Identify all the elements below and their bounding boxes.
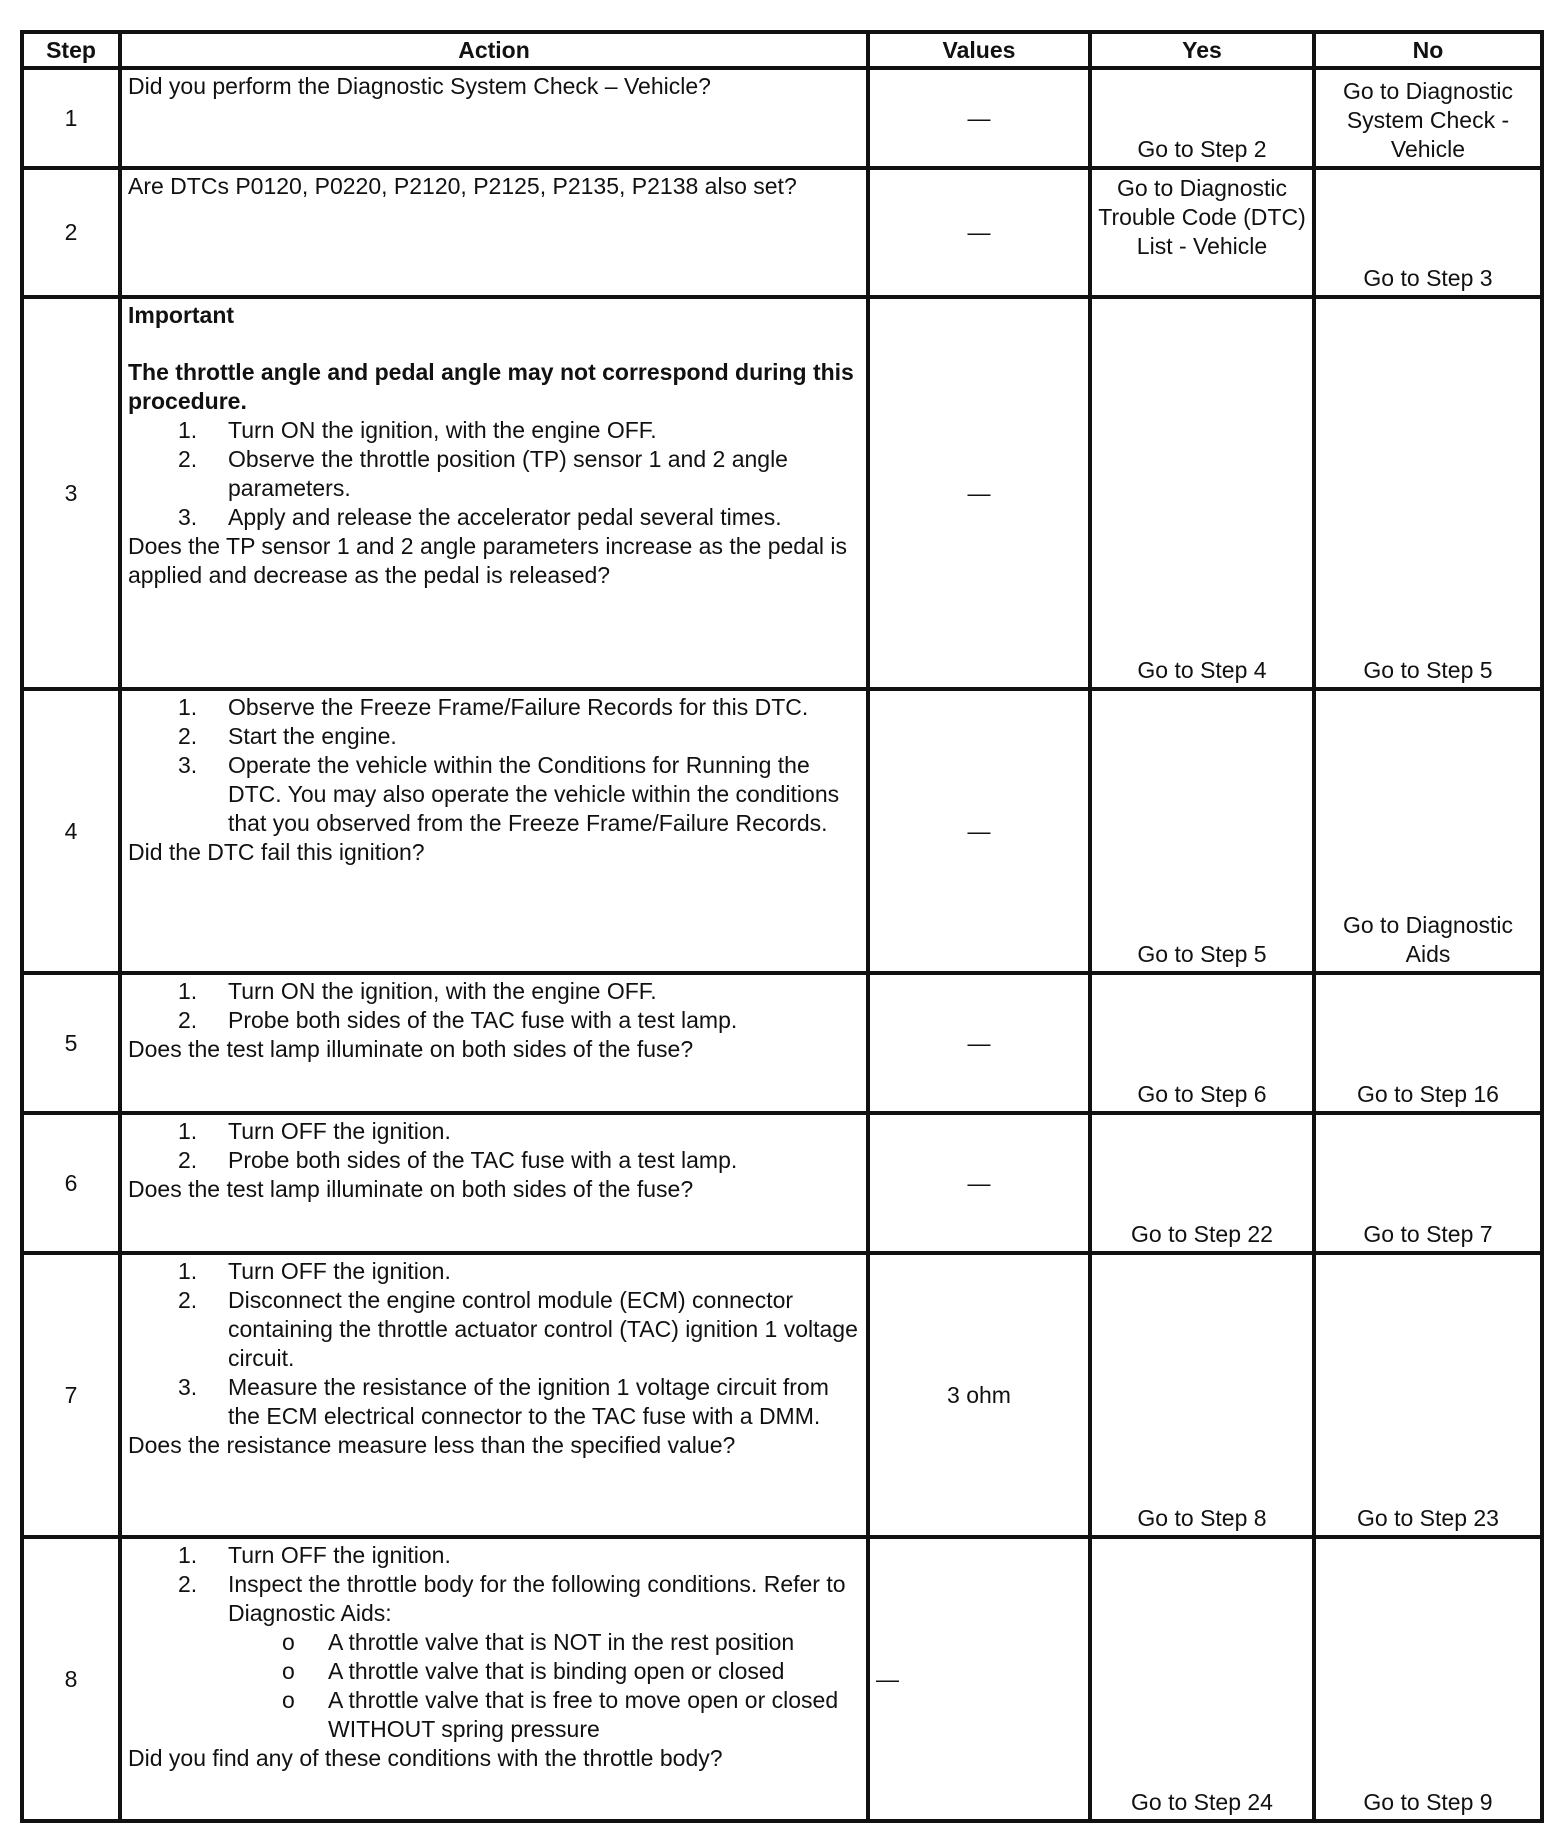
step-number: 7 xyxy=(22,1253,120,1537)
action-question: Did the DTC fail this ignition? xyxy=(128,839,425,865)
yes-link[interactable]: Go to Step 22 xyxy=(1090,1113,1314,1253)
action-cell xyxy=(120,168,868,297)
diagnostic-table xyxy=(20,30,1544,1823)
item-number: 1. xyxy=(178,694,198,720)
action-question: Did you perform the Diagnostic System Check – Vehicle? xyxy=(128,73,711,99)
bullet-icon: o xyxy=(282,1629,295,1655)
no-link[interactable]: Go to Step 5 xyxy=(1314,297,1542,689)
header-values: Values xyxy=(868,32,1090,68)
no-link[interactable]: Go to Step 16 xyxy=(1314,973,1542,1113)
table-row xyxy=(22,689,1542,973)
instruction-list xyxy=(128,693,860,838)
no-link[interactable]: Go to Step 9 xyxy=(1314,1537,1542,1821)
no-link[interactable]: Go to Step 23 xyxy=(1314,1253,1542,1537)
action-question: Does the TP sensor 1 and 2 angle parameters increase as the pedal is applied and decrease as the pedal is released? xyxy=(128,533,847,588)
instruction-item: 3. Operate the vehicle within the Conditions for Running the DTC. You may also operate the vehicle within the conditions that you observed from the Freeze Frame/Failure Records. xyxy=(178,752,840,836)
yes-link[interactable]: Go to Step 24 xyxy=(1090,1537,1314,1821)
step-number: 8 xyxy=(22,1537,120,1821)
item-number: 1. xyxy=(178,1258,198,1284)
item-number: 1. xyxy=(178,1118,198,1144)
header-step: Step xyxy=(22,32,120,68)
table-row xyxy=(22,1537,1542,1821)
value-cell: — xyxy=(868,168,1090,297)
instruction-item: 2. Disconnect the engine control module (ECM) connector containing the throttle actuator control (TAC) ignition 1 voltage circuit. xyxy=(178,1287,858,1371)
action-cell xyxy=(120,68,868,168)
yes-link[interactable]: Go to Step 2 xyxy=(1090,68,1314,168)
step-number: 3 xyxy=(22,297,120,689)
action-cell xyxy=(120,1537,868,1821)
action-cell xyxy=(120,1113,868,1253)
header-row xyxy=(22,32,1542,68)
item-number: 3. xyxy=(178,752,198,778)
yes-link[interactable]: Go to Step 8 xyxy=(1090,1253,1314,1537)
instruction-item: 1. Turn ON the ignition, with the engine OFF. xyxy=(178,417,657,443)
step-number: 6 xyxy=(22,1113,120,1253)
no-link[interactable]: Go to Diagnostic Aids xyxy=(1314,689,1542,973)
step-number: 2 xyxy=(22,168,120,297)
action-question: Are DTCs P0120, P0220, P2120, P2125, P2135, P2138 also set? xyxy=(128,173,797,199)
instruction-list xyxy=(128,416,860,532)
item-number: 2. xyxy=(178,723,198,749)
instruction-item: 1. Turn OFF the ignition. xyxy=(178,1258,451,1284)
yes-link[interactable]: Go to Diagnostic Trouble Code (DTC) List - Vehicle xyxy=(1090,168,1314,297)
item-number: 2. xyxy=(178,1287,198,1313)
no-link[interactable]: Go to Step 7 xyxy=(1314,1113,1542,1253)
step-number: 5 xyxy=(22,973,120,1113)
instruction-item: 2. Probe both sides of the TAC fuse with a test lamp. xyxy=(178,1007,738,1033)
value-cell: — xyxy=(868,1537,1090,1821)
instruction-item: 3. Measure the resistance of the ignition 1 voltage circuit from the ECM electrical connector to the TAC fuse with a DMM. xyxy=(178,1374,829,1429)
value-cell: — xyxy=(868,1113,1090,1253)
action-cell xyxy=(120,973,868,1113)
instruction-list xyxy=(128,1117,860,1175)
instruction-list xyxy=(128,1541,860,1628)
instruction-item: 2. Observe the throttle position (TP) sensor 1 and 2 angle parameters. xyxy=(178,446,788,501)
step-number: 1 xyxy=(22,68,120,168)
item-number: 1. xyxy=(178,417,198,443)
item-number: 3. xyxy=(178,1374,198,1400)
value-cell: 3 ohm xyxy=(868,1253,1090,1537)
instruction-item: 1. Observe the Freeze Frame/Failure Records for this DTC. xyxy=(178,694,809,720)
item-number: 2. xyxy=(178,1571,198,1597)
instruction-item: 1. Turn ON the ignition, with the engine OFF. xyxy=(178,978,657,1004)
instruction-list xyxy=(128,977,860,1035)
instruction-item: 3. Apply and release the accelerator pedal several times. xyxy=(178,504,782,530)
item-number: 3. xyxy=(178,504,198,530)
table-row xyxy=(22,168,1542,297)
diagnostic-document xyxy=(20,30,1544,1823)
action-cell xyxy=(120,689,868,973)
action-question: Does the test lamp illuminate on both sides of the fuse? xyxy=(128,1176,694,1202)
table-row xyxy=(22,1253,1542,1537)
item-number: 1. xyxy=(178,978,198,1004)
action-question: Does the resistance measure less than the specified value? xyxy=(128,1432,736,1458)
important-heading: Important xyxy=(128,302,235,328)
instruction-item: 1. Turn OFF the ignition. xyxy=(178,1118,451,1144)
instruction-item: 1. Turn OFF the ignition. xyxy=(178,1542,451,1568)
instruction-item: 2. Probe both sides of the TAC fuse with a test lamp. xyxy=(178,1147,738,1173)
condition-item: o A throttle valve that is free to move open or closed WITHOUT spring pressure xyxy=(282,1687,839,1742)
table-row xyxy=(22,68,1542,168)
condition-list xyxy=(128,1628,860,1744)
no-link[interactable]: Go to Diagnostic System Check - Vehicle xyxy=(1314,68,1542,168)
value-cell: — xyxy=(868,297,1090,689)
value-cell: — xyxy=(868,973,1090,1113)
yes-link[interactable]: Go to Step 5 xyxy=(1090,689,1314,973)
yes-link[interactable]: Go to Step 6 xyxy=(1090,973,1314,1113)
instruction-item: 2. Start the engine. xyxy=(178,723,397,749)
value-cell: — xyxy=(868,689,1090,973)
action-cell xyxy=(120,1253,868,1537)
item-number: 2. xyxy=(178,1007,198,1033)
header-yes: Yes xyxy=(1090,32,1314,68)
condition-item: o A throttle valve that is NOT in the rest position xyxy=(282,1629,795,1655)
action-cell xyxy=(120,297,868,689)
yes-link[interactable]: Go to Step 4 xyxy=(1090,297,1314,689)
action-question: Did you find any of these conditions with the throttle body? xyxy=(128,1745,723,1771)
item-number: 2. xyxy=(178,1147,198,1173)
bullet-icon: o xyxy=(282,1658,295,1684)
table-row xyxy=(22,297,1542,689)
table-row xyxy=(22,973,1542,1113)
value-cell: — xyxy=(868,68,1090,168)
important-text: The throttle angle and pedal angle may not correspond during this procedure. xyxy=(128,359,854,414)
header-action: Action xyxy=(120,32,868,68)
instruction-list xyxy=(128,1257,860,1431)
step-number: 4 xyxy=(22,689,120,973)
header-no: No xyxy=(1314,32,1542,68)
item-number: 1. xyxy=(178,1542,198,1568)
bullet-icon: o xyxy=(282,1687,295,1713)
condition-item: o A throttle valve that is binding open or closed xyxy=(282,1658,785,1684)
table-row xyxy=(22,1113,1542,1253)
item-number: 2. xyxy=(178,446,198,472)
instruction-item: 2. Inspect the throttle body for the following conditions. Refer to Diagnostic Aids: xyxy=(178,1571,846,1626)
no-link[interactable]: Go to Step 3 xyxy=(1314,168,1542,297)
action-question: Does the test lamp illuminate on both sides of the fuse? xyxy=(128,1036,694,1062)
